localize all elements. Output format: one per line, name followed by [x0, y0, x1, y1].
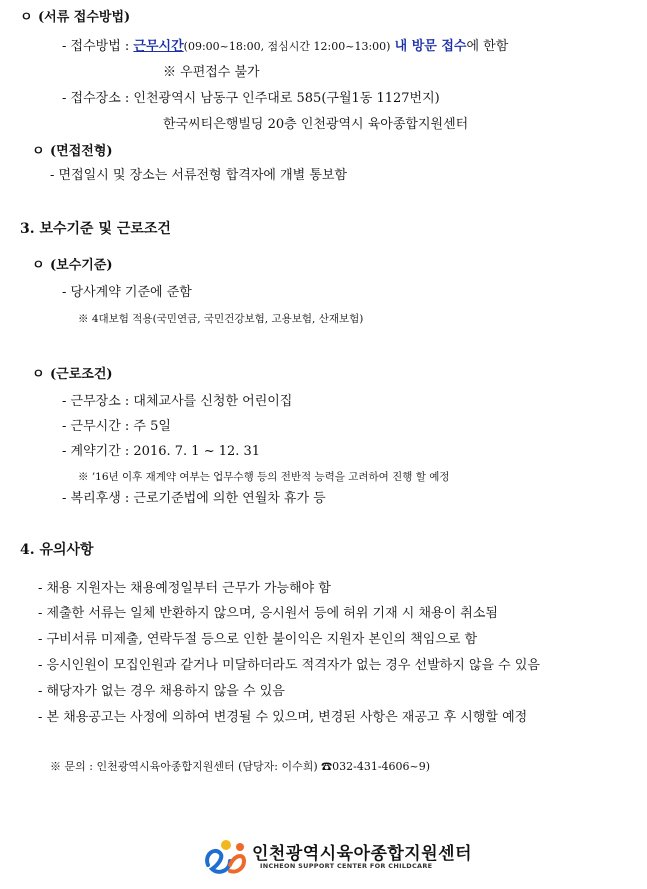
work-hours-highlight: 근무시간: [133, 39, 184, 54]
submit-method-tail: 에 한함: [466, 39, 509, 54]
bullet-circle-icon: ㅇ: [32, 258, 45, 273]
submit-method-heading: ㅇ (서류 접수방법): [20, 10, 131, 25]
bullet-circle-icon: ㅇ: [32, 367, 45, 382]
center-logo-subtitle: INCHEON SUPPORT CENTER FOR CHILDCARE: [260, 862, 433, 870]
note-item-1: - 채용 지원자는 채용예정일부터 근무가 가능해야 함: [38, 581, 331, 596]
work-hours-time: (09:00~18:00, 점심시간 12:00~13:00): [183, 40, 391, 53]
note-item-6: - 본 채용공고는 사정에 의하여 변경될 수 있으며, 변경된 사항은 재공고 후 시행할 예정: [38, 710, 528, 725]
bullet-circle-icon: ㅇ: [32, 144, 45, 159]
interview-heading: ㅇ (면접전형): [32, 144, 113, 159]
note-item-3: - 구비서류 미제출, 연락두절 등으로 인한 불이익은 지원자 본인의 책임으로 함: [38, 632, 478, 647]
bullet-circle-icon: ㅇ: [20, 10, 33, 25]
section4-title: 4. 유의사항: [20, 542, 94, 558]
note-item-5: - 해당자가 없는 경우 채용하지 않을 수 있음: [38, 684, 285, 699]
pay-insurance-note: ※ 4대보험 적용(국민연금, 국민건강보험, 고용보험, 산재보험): [78, 313, 364, 325]
note-item-4: - 응시인원이 모집인원과 같거나 미달하더라도 적격자가 없는 경우 선발하지 않을 수 있음: [38, 658, 540, 673]
work-place: - 근무장소 : 대체교사를 신청한 어린이집: [62, 394, 293, 409]
note-item-2: - 제출한 서류는 일체 반환하지 않으며, 응시원서 등에 허위 기재 시 채용이 취소됨: [38, 606, 498, 621]
visit-submit-highlight: 내 방문 접수: [394, 39, 467, 54]
interview-text: - 면접일시 및 장소는 서류전형 합격자에 개별 통보함: [50, 168, 348, 183]
contact-info: ※ 문의 : 인천광역시육아종합지원센터 (담당자: 이수희) ☎032-431-4606~9): [50, 760, 431, 773]
section3-title: 3. 보수기준 및 근로조건: [20, 221, 171, 237]
work-contract: - 계약기간 : 2016. 7. 1 ~ 12. 31: [62, 444, 261, 459]
submit-place-address: 인천광역시 남동구 인주대로 585(구월1동 1127번지): [133, 91, 440, 106]
pay-heading: ㅇ (보수기준): [32, 258, 113, 273]
mail-not-allowed-note: ※ 우편접수 불가: [163, 65, 260, 80]
work-contract-note: ※ ’16년 이후 재계약 여부는 업무수행 등의 전반적 능력을 고려하여 진행 할 예정: [78, 471, 450, 483]
work-welfare: - 복리후생 : 근로기준법에 의한 연월차 휴가 등: [62, 491, 326, 506]
work-heading: ㅇ (근로조건): [32, 367, 113, 382]
submit-method-label: - 접수방법 :: [62, 39, 130, 54]
center-logo-icon: [200, 835, 250, 879]
pay-item: - 당사계약 기준에 준함: [62, 285, 192, 300]
submit-method-line: [62, 38, 508, 56]
center-logo-name: 인천광역시육아종합지원센터: [252, 844, 472, 864]
submit-place-building: 한국씨티은행빌딩 20층 인천광역시 육아종합지원센터: [163, 117, 469, 132]
work-time: - 근무시간 : 주 5일: [62, 419, 171, 434]
submit-place-line: [62, 90, 440, 108]
submit-place-label: - 접수장소 :: [62, 91, 130, 106]
center-logo: [200, 835, 470, 881]
